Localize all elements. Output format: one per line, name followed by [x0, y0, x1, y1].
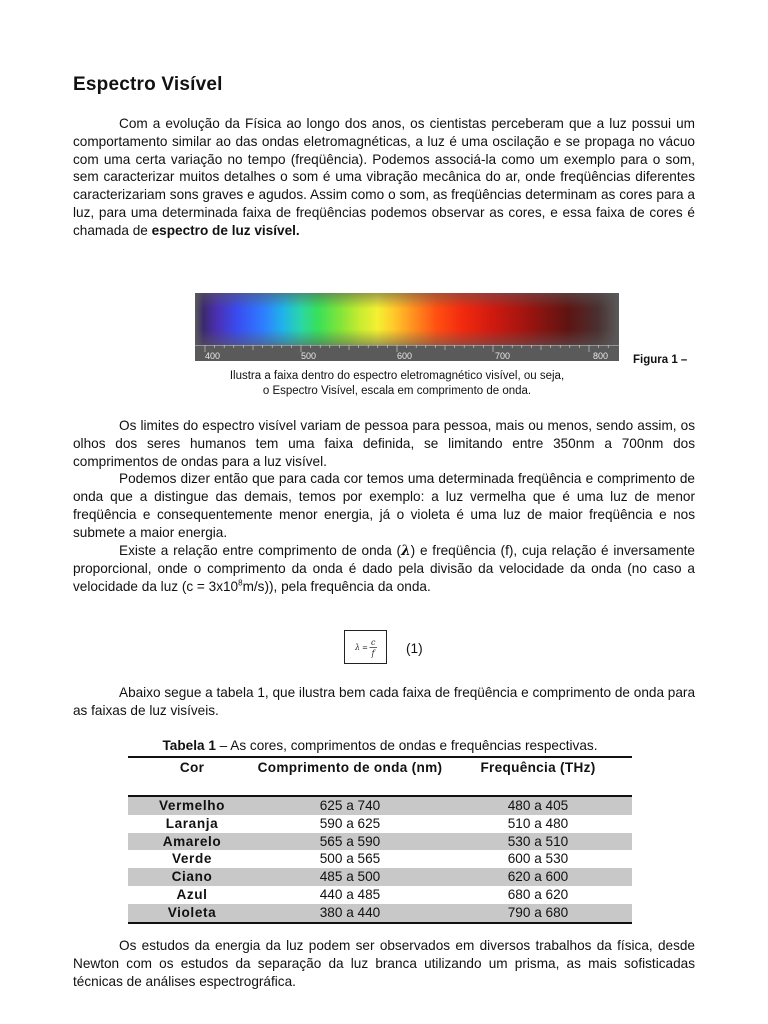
cell-wavelength: 625 a 740 [256, 796, 444, 815]
figure-caption-line-1: Ilustra a faixa dentro do espectro eletromagnético visível, ou seja, [229, 370, 565, 382]
cell-wavelength: 440 a 485 [319, 886, 381, 902]
cell-wavelength: 485 a 500 [256, 868, 444, 886]
relation-text-1: Existe a relação entre comprimento de onda ( [119, 542, 402, 558]
limits-paragraph: Os limites do espectro visível variam de pessoa para pessoa, mais ou menos, sendo assim, os olhos dos seres humanos tem uma faixa definida, se limitando entre 350nm a 700nm dos comprimentos de ondas para a luz visível. [73, 418, 695, 469]
cell-color: Vermelho [128, 796, 256, 815]
cell-wavelength: 565 a 590 [256, 833, 444, 851]
intro-paragraph [73, 115, 695, 240]
scale-label-500: 500 [301, 351, 317, 361]
exponent: 8 [238, 578, 243, 588]
figure-caption [187, 369, 607, 398]
spectrum-table [128, 756, 632, 924]
relation-text-2: ) e freqüência (f), cuja relação é inversamente proporcional, onde o comprimento da onda é dado pela divisão da velocidade da onda (no caso a velocidade da luz (c = 3x10 [73, 542, 695, 595]
table-intro-paragraph: Abaixo segue a tabela 1, que ilustra bem cada faixa de freqüência e comprimento de onda para as faixas de luz visíveis. [73, 685, 695, 718]
cell-frequency: 510 a 480 [507, 815, 569, 831]
table-row [128, 886, 632, 904]
table-header-row [128, 757, 632, 796]
table-row [128, 796, 632, 815]
table-row [128, 815, 632, 833]
formula-denominator: f [371, 649, 375, 658]
formula-box [344, 630, 387, 664]
cell-color: Ciano [128, 868, 256, 886]
cell-frequency: 600 a 530 [507, 851, 569, 867]
table-caption [128, 738, 632, 753]
table-row [128, 833, 632, 851]
table-row [128, 868, 632, 886]
figure-label: Figura 1 – [633, 354, 688, 366]
table-row [128, 904, 632, 923]
cell-wavelength: 590 a 625 [319, 815, 381, 831]
relation-paragraph [73, 542, 695, 596]
cell-color: Verde [171, 851, 213, 867]
scale-label-800: 800 [593, 351, 609, 361]
cell-frequency: 680 a 620 [507, 886, 569, 902]
relation-text-3: m/s)), pela frequência da onda. [242, 579, 431, 595]
formula-lambda: λ [355, 643, 361, 652]
scale-label-600: 600 [397, 351, 413, 361]
table-caption-text: – As cores, comprimentos de ondas e frequências respectivas. [215, 738, 598, 753]
cell-color: Azul [176, 886, 208, 902]
figure-caption-line-2: o Espectro Visível, escala em comprimento de onda. [262, 384, 532, 397]
closing-paragraph: Os estudos da energia da luz podem ser observados em diversos trabalhos da física, desde Newton com os estudos da separação da luz branca utilizando um prisma, as mais sofisticadas técnicas de análises espectrográfica. [73, 938, 695, 989]
cell-wavelength: 380 a 440 [256, 904, 444, 923]
spectrum-color-band [195, 293, 619, 345]
cell-frequency: 790 a 680 [444, 904, 632, 923]
table-caption-label: Tabela 1 [162, 738, 216, 753]
cell-color: Violeta [128, 904, 256, 923]
formula-number: (1) [406, 641, 423, 656]
page-title: Espectro Visível [73, 74, 223, 95]
color-paragraph: Podemos dizer então que para cada cor temos uma determinada freqüência e comprimento de onda que a distingue das demais, temos por exemplo: a luz vermelha que é uma luz de menor freqüência e consequentemente menor energia, já o violeta é uma luz de maior freqüência e nos submete a maior energia. [73, 471, 695, 540]
formula-equals: = [362, 644, 368, 652]
cell-color: Laranja [165, 815, 219, 831]
header-comprimento: Comprimento de onda (nm) [256, 757, 444, 796]
scale-label-400: 400 [205, 351, 221, 361]
lambda-symbol: λ [401, 542, 411, 559]
cell-frequency: 530 a 510 [444, 833, 632, 851]
spectrum-scale [195, 345, 619, 361]
spectrum-image [195, 293, 619, 361]
body-paragraphs [73, 417, 695, 596]
intro-text: Com a evolução da Física ao longo dos anos, os cientistas perceberam que a luz possui um comportamento similar ao das ondas eletromagnéticas, a luz é uma oscilação e se propaga no vácuo com uma certa variação no tempo (freqüência). Podemos associá-la como um exemplo para o som, sem caracterizar muitos detalhes o som é uma vibração mecânica do ar, onde freqüências diferentes caracterizariam sons graves e agudos. Assim como o som, as freqüências determinam as cores para a luz, para uma determinada faixa de freqüências podemos observar as cores, e essa faixa de cores é chamada de [73, 116, 695, 238]
header-cor: Cor [128, 757, 256, 796]
cell-wavelength: 500 a 565 [319, 851, 381, 867]
formula-numerator: c [371, 638, 376, 647]
table-row [128, 850, 632, 868]
intro-bold-term: espectro de luz visível. [151, 222, 300, 238]
cell-frequency: 620 a 600 [444, 868, 632, 886]
header-frequencia: Frequência (THz) [444, 757, 632, 796]
scale-label-700: 700 [495, 351, 511, 361]
formula-graphic [345, 631, 386, 663]
cell-frequency: 480 a 405 [444, 796, 632, 815]
cell-color: Amarelo [128, 833, 256, 851]
